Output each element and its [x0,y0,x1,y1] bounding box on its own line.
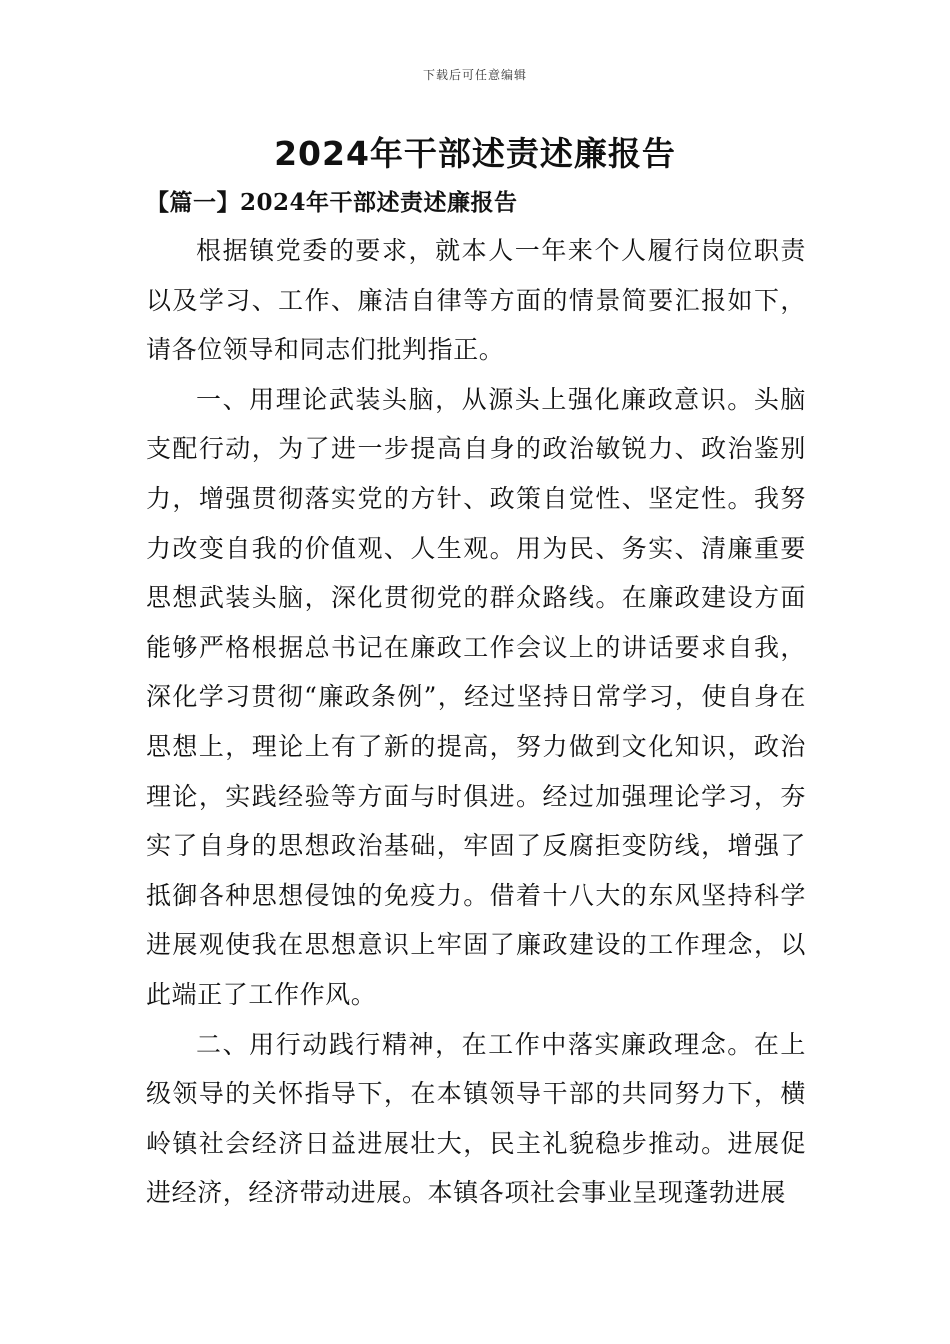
paragraph-section-two: 二、用行动践行精神，在工作中落实廉政理念。在上级领导的关怀指导下，在本镇领导干部的共同努力下，横岭镇社会经济日益进展壮大，民主礼貌稳步推动。进展促进经济，经济带动进展。本镇各项社会事业呈现蓬勃进展 [146,1029,806,1208]
paragraph-intro: 根据镇党委的要求，就本人一年来个人履行岗位职责以及学习、工作、廉洁自律等方面的情景简要汇报如下，请各位领导和同志们批判指正。 [146,236,806,365]
section-heading: 【篇一】2024年干部述责述廉报告 [146,189,518,216]
document-title: 2024年干部述责述廉报告 [274,134,676,173]
paragraph-section-one: 一、用理论武装头脑，从源头上强化廉政意识。头脑支配行动，为了进一步提高自身的政治敏锐力、政治鉴别力，增强贯彻落实党的方针、政策自觉性、坚定性。我努力改变自我的价值观、人生观。用为民、务实、清廉重要思想武装头脑，深化贯彻党的群众路线。在廉政建设方面能够严格根据总书记在廉政工作会议上的讲话要求自我，深化学习贯彻“廉政条例”，经过坚持日常学习，使自身在思想上，理论上有了新的提高，努力做到文化知识，政治理论，实践经验等方面与时俱进。经过加强理论学习，夯实了自身的思想政治基础，牢固了反腐拒变防线，增强了抵御各种思想侵蚀的免疫力。借着十八大的东风坚持科学进展观使我在思想意识上牢固了廉政建设的工作理念，以此端正了工作作风。 [146,384,806,1009]
header-note: 下载后可任意编辑 [422,68,527,82]
document-body [146,226,806,1218]
